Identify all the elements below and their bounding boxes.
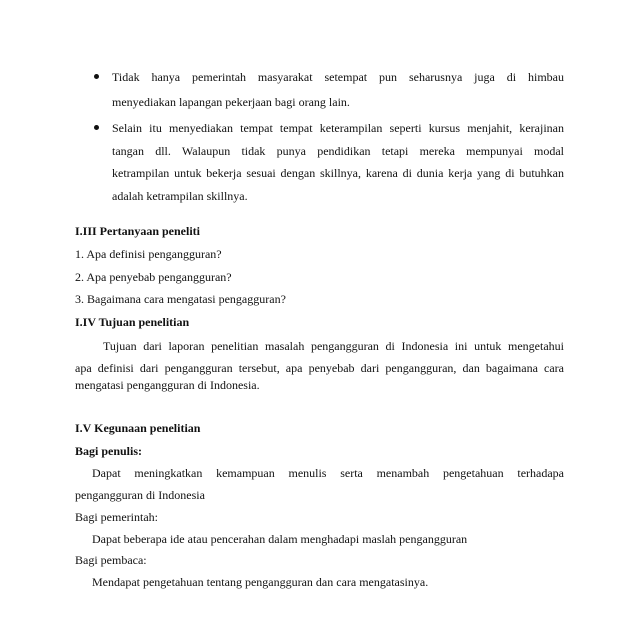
bullet-1-line-2: menyediakan lapangan pekerjaan bagi orang lain. xyxy=(112,95,350,109)
question-1: 1. Apa definisi pengangguran? xyxy=(75,247,222,261)
gov-heading: Bagi pemerintah: xyxy=(75,510,158,524)
section-questions-heading: I.III Pertanyaan peneliti xyxy=(75,224,201,238)
question-3: 3. Bagaimana cara mengatasi pengagguran? xyxy=(75,292,286,306)
bullet-1-dot xyxy=(94,74,99,79)
reader-heading: Bagi pembaca: xyxy=(75,553,147,567)
goal-line-1: Tujuan dari laporan penelitian masalah pengangguran di Indonesia ini untuk mengetahui xyxy=(103,339,564,353)
section-goal-heading: I.IV Tujuan penelitian xyxy=(75,315,190,329)
bullet-2-line-1: Selain itu menyediakan tempat tempat keterampilan seperti kursus menjahit, kerajinan xyxy=(112,121,564,135)
goal-line-3: mengatasi pengangguran di Indonesia. xyxy=(75,378,260,392)
writer-line-2: pengangguran di Indonesia xyxy=(75,488,205,502)
bullet-1-line-1: Tidak hanya pemerintah masyarakat setempat pun seharusnya juga di himbau xyxy=(112,70,564,84)
bullet-2-line-2: tangan dll. Walaupun tidak punya pendidikan tetapi mereka mempunyai modal xyxy=(112,144,564,158)
bullet-2-line-4: adalah ketrampilan skillnya. xyxy=(112,189,248,203)
writer-heading: Bagi penulis: xyxy=(75,444,143,458)
section-use-heading: I.V Kegunaan penelitian xyxy=(75,421,201,435)
reader-line: Mendapat pengetahuan tentang pengangguran dan cara mengatasinya. xyxy=(92,575,429,589)
bullet-2-line-3: ketrampilan untuk bekerja sesuai dengan skillnya, karena di dunia kerja yang di butuhkan xyxy=(112,166,564,180)
gov-line: Dapat beberapa ide atau pencerahan dalam menghadapi maslah pengangguran xyxy=(92,532,468,546)
goal-line-2: apa definisi dari pengangguran tersebut, apa penyebab dari pengangguran, dan bagaimana cara xyxy=(75,361,564,375)
writer-line-1: Dapat meningkatkan kemampuan menulis serta menambah pengetahuan terhadapa xyxy=(92,466,564,480)
bullet-2-dot xyxy=(94,125,99,130)
question-2: 2. Apa penyebab pengangguran? xyxy=(75,270,232,284)
